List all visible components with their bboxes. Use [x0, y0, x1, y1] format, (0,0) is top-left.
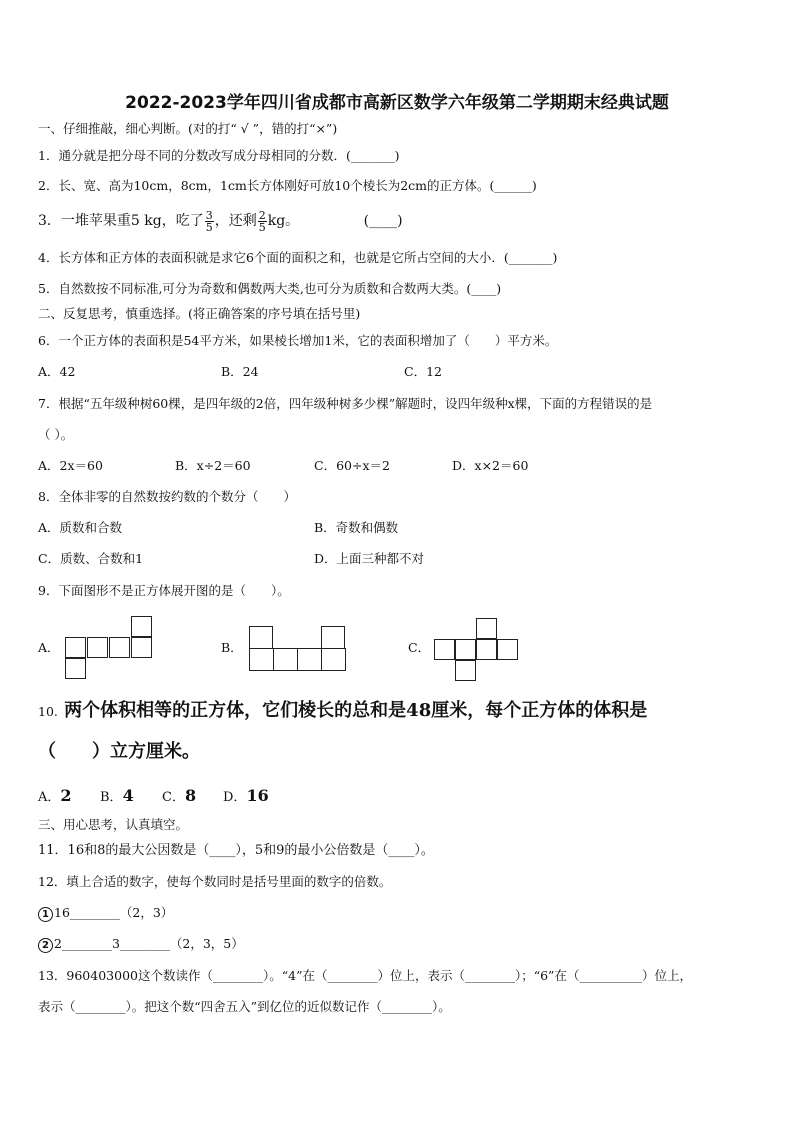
section-1-heading: 一、仔细推敲，细心判断。(对的打“ √ ”，错的打“×”) [38, 121, 338, 136]
question-3-part3: kg。 [267, 213, 300, 229]
net-square [249, 648, 274, 671]
page-title: 2022-2023学年四川省成都市高新区数学六年级第二学期期末经典试题 [125, 93, 669, 113]
question-3-part1: 3．一堆苹果重5 kg，吃了 [38, 213, 204, 229]
question-7-option-c: C．60÷x＝2 [314, 458, 390, 473]
net-square [476, 618, 497, 639]
question-10-option-a: A．2 [38, 786, 72, 805]
question-4: 4．长方体和正方体的表面积就是求它6个面的面积之和，也就是它所占空间的大小．(_______) [38, 250, 558, 265]
net-square [87, 637, 108, 658]
question-9-option-b-label: B． [221, 640, 243, 655]
net-square [109, 637, 130, 658]
question-6-option-a: A．42 [38, 364, 76, 379]
cube-net-b [249, 626, 349, 672]
circled-number-2: 2 [38, 938, 53, 953]
net-square [249, 626, 273, 649]
net-square [321, 648, 346, 671]
question-10-option-d: D．16 [223, 786, 269, 805]
question-8-option-a: A．质数和合数 [38, 520, 123, 535]
question-13: 13．960403000这个数读作（________）。“4”在（________）位上，表示（________）；“6”在（__________）位上， [38, 968, 692, 983]
question-8-option-b: B．奇数和偶数 [314, 520, 399, 535]
net-square [131, 616, 152, 637]
question-10-option-b: B．4 [100, 786, 134, 805]
section-3-heading: 三、用心思考，认真填空。 [38, 817, 189, 832]
section-2-heading: 二、反复思考，慎重选择。(将正确答案的序号填在括号里) [38, 306, 361, 321]
question-7-option-d: D．x×2＝60 [452, 458, 529, 473]
question-5: 5．自然数按不同标准,可分为奇数和偶数两大类,也可分为质数和合数两大类。(____) [38, 281, 502, 296]
question-7: 7．根据“五年级种树60棵，是四年级的2倍，四年级种树多少棵”解题时，设四年级种x棵，下面的方程错误的是 [38, 396, 653, 411]
question-10-continued: （ ）立方厘米。 [38, 741, 200, 762]
net-square [321, 626, 345, 649]
question-7-option-a: A．2x＝60 [38, 458, 103, 473]
question-3-blank: (____) [363, 213, 403, 229]
net-square [297, 648, 322, 671]
question-8-option-d: D．上面三种都不对 [314, 551, 425, 566]
question-10 [38, 699, 647, 724]
question-2: 2．长、宽、高为10cm，8cm，1cm长方体刚好可放10个棱长为2cm的正方体。(______) [38, 178, 537, 193]
question-12: 12．填上合适的数字，使每个数同时是括号里面的数字的倍数。 [38, 874, 392, 889]
question-10-number: 10. [38, 704, 58, 719]
question-13-continued: 表示（________）。把这个数“四舍五入”到亿位的近似数记作（________）。 [38, 999, 451, 1014]
question-10-option-c: C．8 [162, 786, 197, 805]
question-7-option-b: B．x÷2＝60 [175, 458, 251, 473]
question-6-option-c: C．12 [404, 364, 442, 379]
net-square [65, 658, 86, 679]
net-square [131, 637, 152, 658]
question-8-option-c: C．质数、合数和1 [38, 551, 144, 566]
question-3 [38, 206, 403, 236]
question-1: 1．通分就是把分母不同的分数改写成分母相同的分数．(_______) [38, 148, 400, 163]
net-square [476, 639, 497, 660]
question-3-part2: ，还剩 [214, 213, 257, 229]
question-12-item-2: 2 2________3________（2，3，5） [38, 936, 244, 953]
net-square [455, 639, 476, 660]
question-6-option-b: B．24 [221, 364, 259, 379]
circled-number-1: 1 [38, 907, 53, 922]
cube-net-c [434, 618, 522, 682]
net-square [497, 639, 518, 660]
question-11: 11．16和8的最大公因数是（____），5和9的最小公倍数是（____）。 [38, 843, 434, 858]
question-9: 9．下面图形不是正方体展开图的是（ ）。 [38, 583, 290, 598]
cube-net-a [65, 616, 153, 680]
net-square [65, 637, 86, 658]
net-square [434, 639, 455, 660]
fraction-two-fifths: $\frac{2}{5}$ [258, 208, 266, 234]
question-9-option-c-label: C． [408, 640, 431, 655]
question-6: 6．一个正方体的表面积是54平方米，如果棱长增加1米，它的表面积增加了（ ）平方米。 [38, 333, 558, 348]
question-12-item-1: 1 16________（2，3） [38, 905, 173, 922]
question-9-option-a-label: A． [38, 640, 60, 655]
net-square [273, 648, 298, 671]
net-square [455, 660, 476, 681]
question-8: 8．全体非零的自然数按约数的个数分（ ） [38, 489, 296, 504]
question-7-continued: （ ）。 [38, 427, 74, 442]
fraction-three-fifths: $\frac{3}{5}$ [205, 208, 213, 234]
question-10-stem: 两个体积相等的正方体，它们棱长的总和是48厘米，每个正方体的体积是 [64, 700, 648, 721]
